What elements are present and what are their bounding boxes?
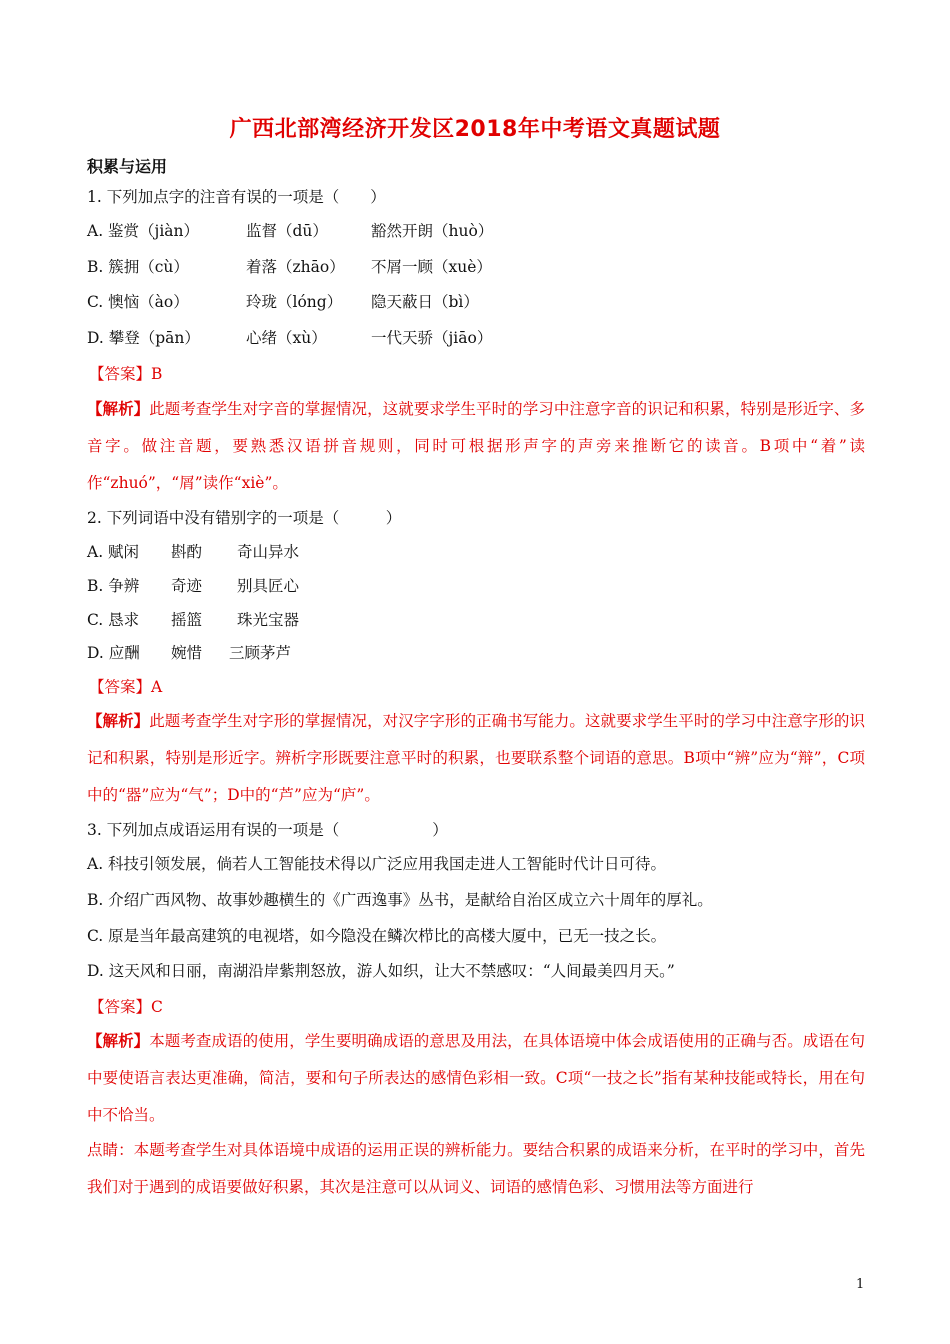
q3-stem: 3. 下列加点成语运用有误的一项是（ ） [87, 821, 448, 839]
page-title: 广西北部湾经济开发区2018年中考语文真题试题 [229, 117, 721, 142]
q1-analysis-tag: 【解析】 [87, 399, 150, 418]
q3-option-d: D. 这天风和日丽，南湖沿岸紫荆怒放，游人如织，让大不禁感叹：“人间最美四月天。” [87, 962, 675, 980]
q2-option-a-2: 斟酌 [171, 543, 203, 561]
q1-option-c-1: C. 懊恼（ào） [87, 293, 189, 311]
q2-option-d-3: 三顾茅芦 [229, 644, 292, 662]
q1-option-a-3: 豁然开朗（huò） [371, 222, 494, 240]
q3-analysis [87, 1022, 865, 1134]
q1-stem: 1. 下列加点字的注音有误的一项是（ ） [87, 188, 386, 206]
q2-option-b-3: 别具匠心 [237, 577, 300, 595]
page-number: 1 [856, 1277, 865, 1292]
q3-analysis-text: 本题考查成语的使用，学生要明确成语的意思及用法，在具体语境中体会成语使用的正确与否。成语在句中要使语言表达更准确，简洁，要和句子所表达的感情色彩相一致。C项“一技之长”指有某种技能或特长，用在句中不恰当。 [87, 1032, 865, 1124]
q3-answer: 【答案】C [89, 998, 163, 1016]
q3-option-c: C. 原是当年最高建筑的电视塔，如今隐没在鳞次栉比的高楼大厦中，已无一技之长。 [87, 927, 667, 945]
q2-analysis [87, 702, 865, 814]
q1-option-b-2: 着落（zhāo） [246, 258, 345, 276]
q2-option-c-1: C. 恳求 [87, 611, 140, 629]
q3-analysis-tag: 【解析】 [87, 1031, 150, 1050]
q2-analysis-text: 此题考查学生对字形的掌握情况，对汉字字形的正确书写能力。这就要求学生平时的学习中注意字形的识记和积累，特别是形近字。辨析字形既要注意平时的积累，也要联系整个词语的意思。B项中“辨”应为“辩”，C项中的“器”应为“气”；D中的“芦”应为“庐”。 [87, 712, 865, 804]
q1-option-d-1: D. 攀登（pān） [87, 329, 200, 347]
q2-analysis-tag: 【解析】 [87, 711, 150, 730]
q2-option-c-3: 珠光宝器 [237, 611, 300, 629]
q1-option-d-2: 心绪（xù） [246, 329, 327, 347]
q1-analysis [87, 390, 865, 502]
q2-answer: 【答案】A [89, 678, 163, 696]
q2-stem: 2. 下列词语中没有错别字的一项是（ ） [87, 509, 402, 527]
q1-answer: 【答案】B [89, 365, 163, 383]
q3-option-a: A. 科技引领发展，倘若人工智能技术得以广泛应用我国走进人工智能时代计日可待。 [87, 855, 667, 873]
q1-option-c-3: 隐天蔽日（bì） [371, 293, 479, 311]
q3-option-b: B. 介绍广西风物、故事妙趣横生的《广西逸事》丛书，是献给自治区成立六十周年的厚礼。 [87, 891, 713, 909]
q2-option-b-2: 奇迹 [171, 577, 203, 595]
q2-option-a-3: 奇山异水 [237, 543, 300, 561]
q1-option-c-2: 玲珑（lóng） [246, 293, 343, 311]
section-heading: 积累与运用 [87, 157, 168, 176]
q2-option-b-1: B. 争辨 [87, 577, 140, 595]
q1-option-a-2: 监督（dū） [246, 222, 328, 240]
q1-option-d-3: 一代天骄（jiāo） [371, 329, 493, 347]
q1-analysis-text: 此题考查学生对字音的掌握情况，这就要求学生平时的学习中注意字音的识记和积累，特别是形近字、多音字。做注音题，要熟悉汉语拼音规则，同时可根据形声字的声旁来推断它的读音。B项中“着”读作“zhuó”，“屑”读作“xiè”。 [87, 400, 865, 492]
q2-option-a-1: A. 赋闲 [87, 543, 140, 561]
q2-option-d-1: D. 应酬 [87, 644, 140, 662]
q3-note: 点睛：本题考查学生对具体语境中成语的运用正误的辨析能力。要结合积累的成语来分析，在平时的学习中，首先我们对于遇到的成语要做好积累，其次是注意可以从词义、词语的感情色彩、习惯用法等方面进行 [87, 1141, 865, 1196]
q2-option-c-2: 摇篮 [171, 611, 203, 629]
q1-option-b-3: 不屑一顾（xuè） [371, 258, 492, 276]
q2-option-d-2: 婉惜 [171, 644, 203, 662]
q1-option-a-1: A. 鉴赏（jiàn） [87, 222, 200, 240]
q1-option-b-1: B. 簇拥（cù） [87, 258, 189, 276]
